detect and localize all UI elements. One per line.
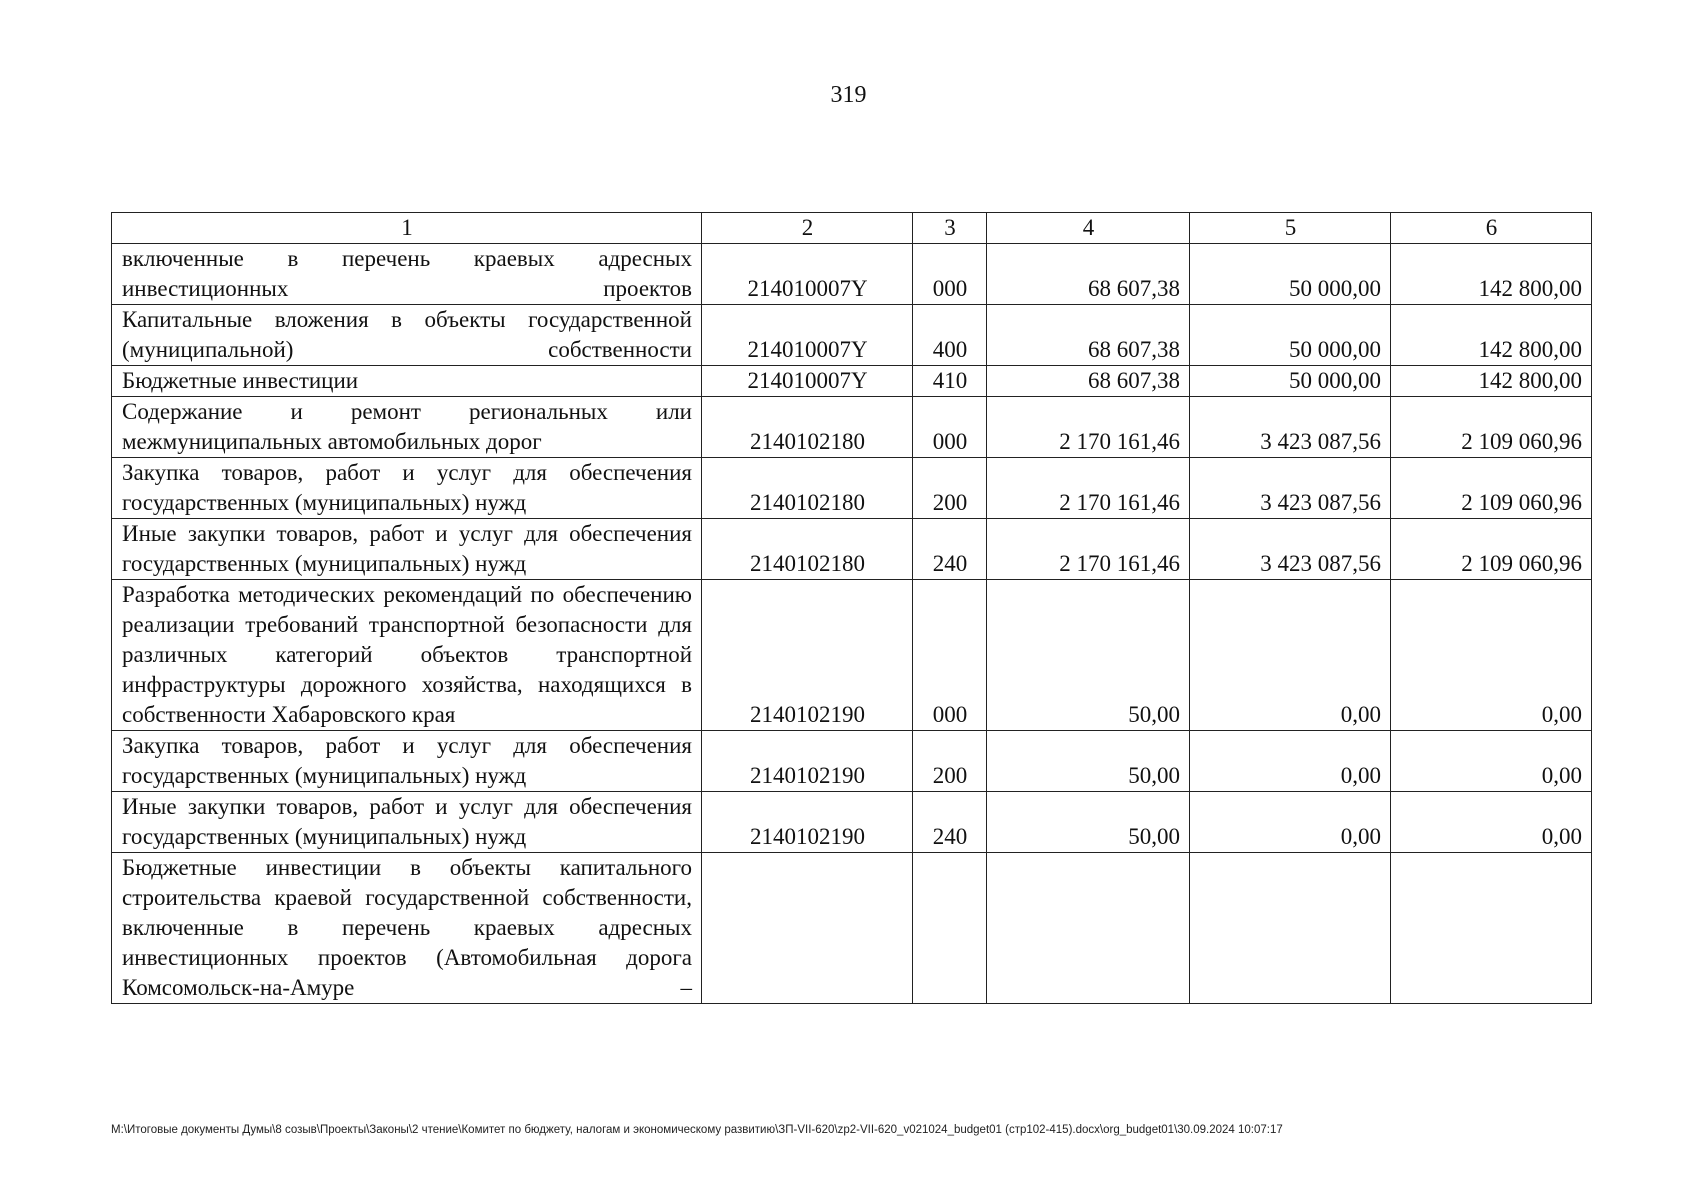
row-type: 000 xyxy=(913,397,987,458)
row-name: Иные закупки товаров, работ и услуг для обеспечения государственных (муниципальных) нужд xyxy=(112,519,702,580)
row-code: 2140102190 xyxy=(702,792,913,853)
table-row xyxy=(112,366,1592,397)
header-col-5: 5 xyxy=(1190,213,1391,244)
row-value-5: 50 000,00 xyxy=(1190,366,1391,397)
row-value-5: 0,00 xyxy=(1190,580,1391,731)
row-type: 410 xyxy=(913,366,987,397)
row-value-6: 2 109 060,96 xyxy=(1391,458,1592,519)
row-value-5: 50 000,00 xyxy=(1190,244,1391,305)
row-value-5: 0,00 xyxy=(1190,731,1391,792)
row-value-4: 68 607,38 xyxy=(987,244,1190,305)
row-value-5 xyxy=(1190,853,1391,1004)
row-name: Закупка товаров, работ и услуг для обеспечения государственных (муниципальных) нужд xyxy=(112,731,702,792)
row-value-5: 50 000,00 xyxy=(1190,305,1391,366)
row-name: Закупка товаров, работ и услуг для обеспечения государственных (муниципальных) нужд xyxy=(112,458,702,519)
row-code: 214010007Y xyxy=(702,366,913,397)
row-value-6: 2 109 060,96 xyxy=(1391,397,1592,458)
header-col-1: 1 xyxy=(112,213,702,244)
table-header-row xyxy=(112,213,1592,244)
table-row xyxy=(112,792,1592,853)
row-code xyxy=(702,853,913,1004)
row-name: Бюджетные инвестиции xyxy=(112,366,702,397)
row-value-5: 3 423 087,56 xyxy=(1190,397,1391,458)
row-type xyxy=(913,853,987,1004)
row-code: 2140102180 xyxy=(702,397,913,458)
row-value-4: 68 607,38 xyxy=(987,305,1190,366)
row-code: 2140102180 xyxy=(702,458,913,519)
budget-table xyxy=(111,212,1592,1004)
row-value-4: 50,00 xyxy=(987,792,1190,853)
row-code: 2140102190 xyxy=(702,731,913,792)
row-name: Разработка методических рекомендаций по обеспечению реализации требований транспортной безопасности для различных категорий объектов транспортной инфраструктуры дорожного хозяйства, находящихся в собственности Хабаровского края xyxy=(112,580,702,731)
row-code: 2140102190 xyxy=(702,580,913,731)
row-type: 200 xyxy=(913,458,987,519)
table-row xyxy=(112,853,1592,1004)
row-value-4 xyxy=(987,853,1190,1004)
row-name: Содержание и ремонт региональных или межмуниципальных автомобильных дорог xyxy=(112,397,702,458)
header-col-3: 3 xyxy=(913,213,987,244)
row-value-6: 0,00 xyxy=(1391,731,1592,792)
page-number: 319 xyxy=(830,82,867,108)
table-row xyxy=(112,397,1592,458)
row-name: Бюджетные инвестиции в объекты капитального строительства краевой государственной собственности, включенные в перечень краевых адресных инвестиционных проектов (Автомобильная дорога Комсомольск-на-Амуре – xyxy=(112,853,702,1004)
row-code: 214010007Y xyxy=(702,305,913,366)
row-name: Иные закупки товаров, работ и услуг для обеспечения государственных (муниципальных) нужд xyxy=(112,792,702,853)
table-row xyxy=(112,458,1592,519)
row-value-6: 0,00 xyxy=(1391,580,1592,731)
row-value-4: 2 170 161,46 xyxy=(987,397,1190,458)
row-value-6: 0,00 xyxy=(1391,792,1592,853)
row-value-5: 3 423 087,56 xyxy=(1190,519,1391,580)
row-type: 240 xyxy=(913,792,987,853)
row-value-4: 2 170 161,46 xyxy=(987,519,1190,580)
row-type: 240 xyxy=(913,519,987,580)
row-code: 214010007Y xyxy=(702,244,913,305)
table-row xyxy=(112,580,1592,731)
header-col-4: 4 xyxy=(987,213,1190,244)
row-code: 2140102180 xyxy=(702,519,913,580)
row-value-4: 2 170 161,46 xyxy=(987,458,1190,519)
row-value-6: 142 800,00 xyxy=(1391,244,1592,305)
row-value-4: 50,00 xyxy=(987,580,1190,731)
row-value-4: 68 607,38 xyxy=(987,366,1190,397)
row-value-6: 2 109 060,96 xyxy=(1391,519,1592,580)
row-value-5: 3 423 087,56 xyxy=(1190,458,1391,519)
row-value-6: 142 800,00 xyxy=(1391,366,1592,397)
row-value-5: 0,00 xyxy=(1190,792,1391,853)
row-type: 000 xyxy=(913,244,987,305)
table-row xyxy=(112,244,1592,305)
document-file-path: M:\Итоговые документы Думы\8 созыв\Проекты\Законы\2 чтение\Комитет по бюджету, налогам и экономическому развитию\ЗП-VII-620\zp2-VII-620_v021024_budget01 (стр102-415).docx\org_budget01\30.09.2024 10:07:17 xyxy=(111,1124,1283,1136)
row-name: Капитальные вложения в объекты государственной (муниципальной) собственности xyxy=(112,305,702,366)
row-value-6 xyxy=(1391,853,1592,1004)
header-col-2: 2 xyxy=(702,213,913,244)
header-col-6: 6 xyxy=(1391,213,1592,244)
table-row xyxy=(112,519,1592,580)
table-row xyxy=(112,305,1592,366)
table-row xyxy=(112,731,1592,792)
row-type: 200 xyxy=(913,731,987,792)
row-type: 000 xyxy=(913,580,987,731)
row-value-6: 142 800,00 xyxy=(1391,305,1592,366)
row-value-4: 50,00 xyxy=(987,731,1190,792)
row-type: 400 xyxy=(913,305,987,366)
row-name: включенные в перечень краевых адресных инвестиционных проектов xyxy=(112,244,702,305)
